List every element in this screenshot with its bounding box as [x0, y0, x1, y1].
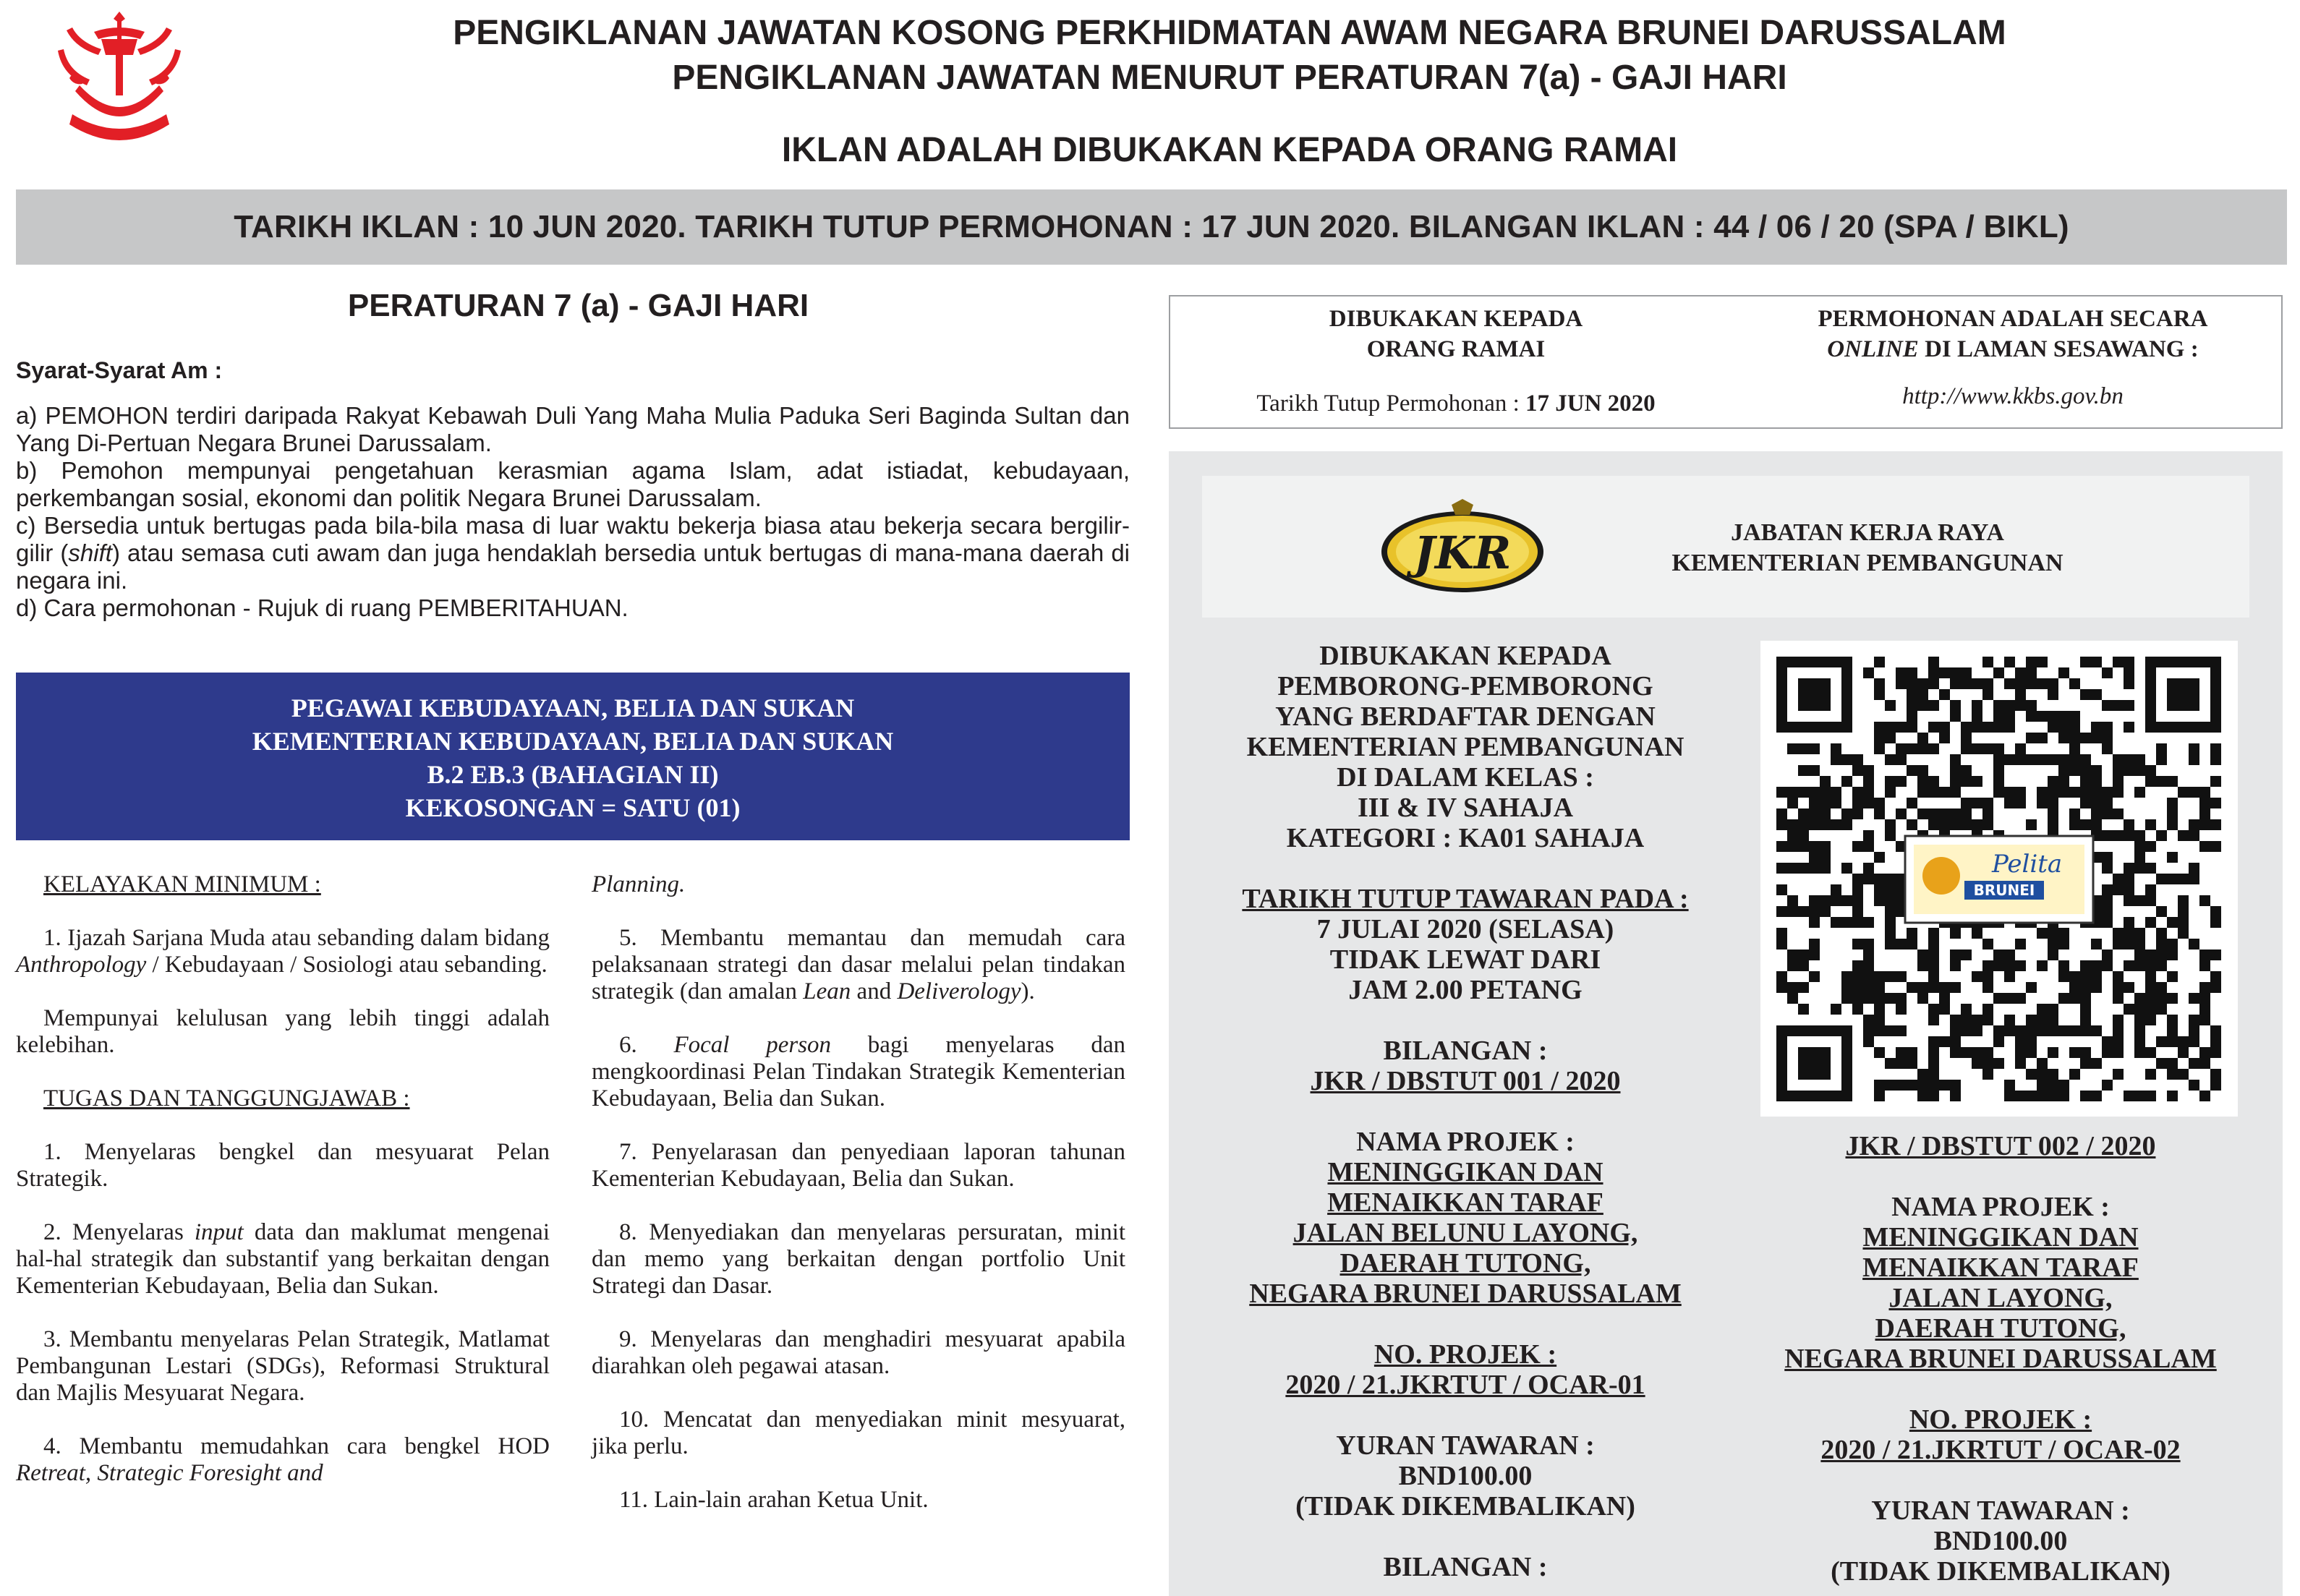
- min-qualification-heading: KELAYAKAN MINIMUM :: [43, 871, 321, 897]
- closing-heading: TARIKH TUTUP TAWARAN PADA :: [1242, 884, 1689, 914]
- brunei-crest-logo: [51, 6, 188, 143]
- general-requirements-heading: Syarat-Syarat Am :: [16, 357, 223, 383]
- general-requirements-list: [16, 402, 1130, 622]
- duty-item: 5. Membantu memantau dan memudah cara pelaksanaan strategi dan dasar melalui pelan tindakan strategik (dan amalan Lean and Deliverology).: [592, 925, 1125, 1004]
- tender-details-left: DIBUKAKAN KEPADA PEMBORONG-PEMBORONG YANG BERDAFTAR DENGAN KEMENTERIAN PEMBANGUNAN DI DALAM KELAS : III & IV SAHAJA KATEGORI : KA01 SAHAJA TARIKH TUTUP TAWARAN PADA : 7 JULAI 2020 (SELASA) TIDAK LEWAT DARI JAM 2.00 PETANG BILANGAN : JKR / DBSTUT 001 / 2020 NAMA PROJEK : MENINGGIKAN DAN MENAIKKAN TARAF JALAN BELUNU LAYONG, DAERAH TUTONG, NEGARA BRUNEI DARUSSALAM NO. PROJEK : 2020 / 21.JKRTUT / OCAR-01 YURAN TAWARAN : BND100.00 (TIDAK DIKEMBALIKAN) BILANGAN :: [1198, 641, 1733, 1582]
- jkr-logo: [1376, 498, 1549, 599]
- requirement-item: b) Pemohon mempunyai pengetahuan kerasmian agama Islam, adat istiadat, kebudayaan, perkembangan sosial, ekonomi dan politik Negara Brunei Darussalam.: [16, 457, 1130, 511]
- tender-ref-2: JKR / DBSTUT 002 / 2020: [1845, 1131, 2156, 1161]
- requirement-item: a) PEMOHON terdiri daripada Rakyat Kebawah Duli Yang Maha Mulia Paduka Seri Baginda Sultan dan Yang Di-Pertuan Negara Brunei Darussalam.: [16, 402, 1130, 456]
- duty-item: 1. Menyelaras bengkel dan mesyuarat Pelan Strategik.: [16, 1139, 550, 1192]
- position-title: PEGAWAI KEBUDAYAAN, BELIA DAN SUKAN: [291, 694, 855, 722]
- qualification-item: 1. Ijazah Sarjana Muda atau sebanding dalam bidang Anthropology / Kebudayaan / Sosiologi atau sebanding.: [16, 925, 550, 978]
- requirement-item: d) Cara permohonan - Rujuk di ruang PEMBERITAHUAN.: [16, 594, 629, 621]
- tender-details-right: JKR / DBSTUT 002 / 2020 NAMA PROJEK : MENINGGIKAN DAN MENAIKKAN TARAF JALAN LAYONG, DAERAH TUTONG, NEGARA BRUNEI DARUSSALAM NO. PROJEK : 2020 / 21.JKRTUT / OCAR-02 YURAN TAWARAN : BND100.00 (TIDAK DIKEMBALIKAN): [1747, 1131, 2254, 1587]
- position-box: [16, 673, 1130, 840]
- duty-item: 3. Membantu menyelaras Pelan Strategik, Matlamat Pembangunan Lestari (SDGs), Reformasi Struktural dan Majlis Mesyuarat Negara.: [16, 1326, 550, 1406]
- position-grade: B.2 EB.3 (BAHAGIAN II): [427, 760, 719, 789]
- duty-item: 7. Penyelarasan dan penyediaan laporan tahunan Kementerian Kebudayaan, Belia dan Sukan.: [592, 1139, 1125, 1192]
- duty-item: 6. Focal person bagi menyelaras dan mengkoordinasi Pelan Tindakan Strategik Kementerian Kebudayaan, Belia dan Sukan.: [592, 1032, 1126, 1111]
- svg-text:BRUNEI: BRUNEI: [1973, 882, 2035, 899]
- header-title-line1: PENGIKLANAN JAWATAN KOSONG PERKHIDMATAN AWAM NEGARA BRUNEI DARUSSALAM: [453, 14, 2006, 52]
- svg-text:JKR: JKR: [1413, 526, 1512, 579]
- qr-code[interactable]: [1760, 641, 2238, 1117]
- ad-date-banner: [16, 189, 2287, 265]
- header-title-line2: PENGIKLANAN JAWATAN MENURUT PERATURAN 7(a) - GAJI HARI: [672, 59, 1787, 97]
- duty-item: 10. Mencatat dan menyediakan minit mesyuarat, jika perlu.: [592, 1407, 1125, 1459]
- tender-panel: [1169, 451, 2283, 1596]
- header-title-line3: IKLAN ADALAH DIBUKAKAN KEPADA ORANG RAMAI: [781, 131, 1678, 169]
- svg-text:Pelita: Pelita: [1992, 850, 2063, 879]
- department-name: JABATAN KERJA RAYA KEMENTERIAN PEMBANGUNAN: [1671, 519, 2063, 576]
- tender-ref-1: JKR / DBSTUT 001 / 2020: [1310, 1066, 1621, 1096]
- requirement-item: c) Bersedia untuk bertugas pada bila-bila masa di luar waktu bekerja biasa atau bekerja secara bergilir-gilir (shift) atau semasa cuti awam dan juga hendaklah bersedia untuk bertugas di mana-mana daerah di negara ini.: [16, 512, 1130, 594]
- duty-item: 11. Lain-lain arahan Ketua Unit.: [619, 1487, 929, 1513]
- qr-center-logo: [1905, 836, 2093, 923]
- duty-item: 4. Membantu memudahkan cara bengkel HOD Retreat, Strategic Foresight and: [16, 1433, 550, 1486]
- duties-column-1: [16, 871, 550, 1514]
- duty-item: 8. Menyediakan dan menyelaras persuratan, minit dan memo yang berkaitan dengan portfolio Unit Strategi dan Dasar.: [592, 1219, 1125, 1299]
- position-vacancy: KEKOSONGAN = SATU (01): [405, 793, 741, 822]
- qualification-item: Mempunyai kelulusan yang lebih tinggi adalah kelebihan.: [16, 1005, 550, 1058]
- website-link[interactable]: http://www.kkbs.gov.bn: [1902, 383, 2124, 409]
- closing-date: Tarikh Tutup Permohonan : 17 JUN 2020: [1256, 391, 1656, 417]
- duties-column-2: [592, 871, 1125, 1540]
- position-ministry: KEMENTERIAN KEBUDAYAAN, BELIA DAN SUKAN: [252, 727, 894, 756]
- section-title: PERATURAN 7 (a) - GAJI HARI: [347, 288, 809, 323]
- duties-heading: TUGAS DAN TANGGUNGJAWAB :: [43, 1085, 410, 1111]
- jkr-header: [1202, 476, 2249, 618]
- online-application-note: PERMOHONAN ADALAH SECARA ONLINE DI LAMAN SESAWANG :: [1818, 306, 2208, 362]
- ad-date-text: TARIKH IKLAN : 10 JUN 2020. TARIKH TUTUP PERMOHONAN : 17 JUN 2020. BILANGAN IKLAN : 44 / 06 / 20 (SPA / BIKL): [234, 209, 2069, 244]
- duty-item-continued: Planning.: [592, 871, 686, 897]
- duty-item: 9. Menyelaras dan menghadiri mesyuarat apabila diarahkan oleh pegawai atasan.: [592, 1326, 1125, 1379]
- application-info-box: [1169, 295, 2283, 429]
- open-to-public: DIBUKAKAN KEPADA ORANG RAMAI: [1329, 306, 1583, 362]
- duty-item: 2. Menyelaras input data dan maklumat mengenai hal-hal strategik dan substantif yang berkaitan dengan Kementerian Kebudayaan, Belia dan Sukan.: [16, 1219, 550, 1299]
